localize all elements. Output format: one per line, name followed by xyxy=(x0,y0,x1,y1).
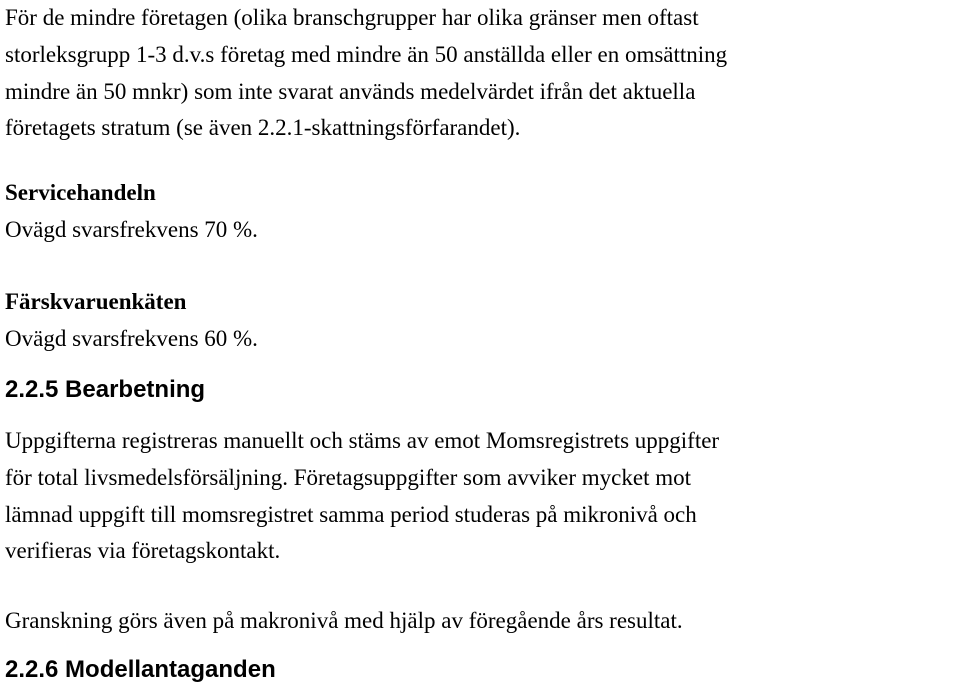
bearbetning-line-3: lämnad uppgift till momsregistret samma period studeras på mikronivå och xyxy=(5,501,697,527)
servicehandeln-response-rate: Ovägd svarsfrekvens 70 %. xyxy=(5,217,258,242)
bearbetning-paragraph xyxy=(5,423,719,570)
intro-line-4: företagets stratum (se även 2.2.1-skattningsförfarandet). xyxy=(5,115,521,141)
section-heading-bearbetning: 2.2.5 Bearbetning xyxy=(5,376,206,403)
bearbetning-line-4: verifieras via företagskontakt. xyxy=(5,538,281,564)
section-heading-modellantaganden: 2.2.6 Modellantaganden xyxy=(5,656,276,683)
intro-paragraph xyxy=(5,0,727,147)
intro-line-2: storleksgrupp 1-3 d.v.s företag med mindre än 50 anställda eller en omsättning xyxy=(5,41,728,67)
intro-line-3: mindre än 50 mnkr) som inte svarat används medelvärdet ifrån det aktuella xyxy=(5,78,696,104)
bearbetning-line-2: för total livsmedelsförsäljning. Företagsuppgifter som avviker mycket mot xyxy=(5,464,692,490)
bearbetning-line-1: Uppgifterna registreras manuellt och stäms av emot Momsregistrets uppgifter xyxy=(5,428,720,453)
granskning-paragraph: Granskning görs även på makronivå med hjälp av föregående års resultat. xyxy=(5,608,683,633)
intro-line-1: För de mindre företagen (olika branschgrupper har olika gränser men oftast xyxy=(5,5,699,30)
farskvaruenkaten-title: Färskvaruenkäten xyxy=(5,289,187,314)
farskvaruenkaten-response-rate: Ovägd svarsfrekvens 60 %. xyxy=(5,326,258,351)
servicehandeln-title: Servicehandeln xyxy=(5,180,156,205)
